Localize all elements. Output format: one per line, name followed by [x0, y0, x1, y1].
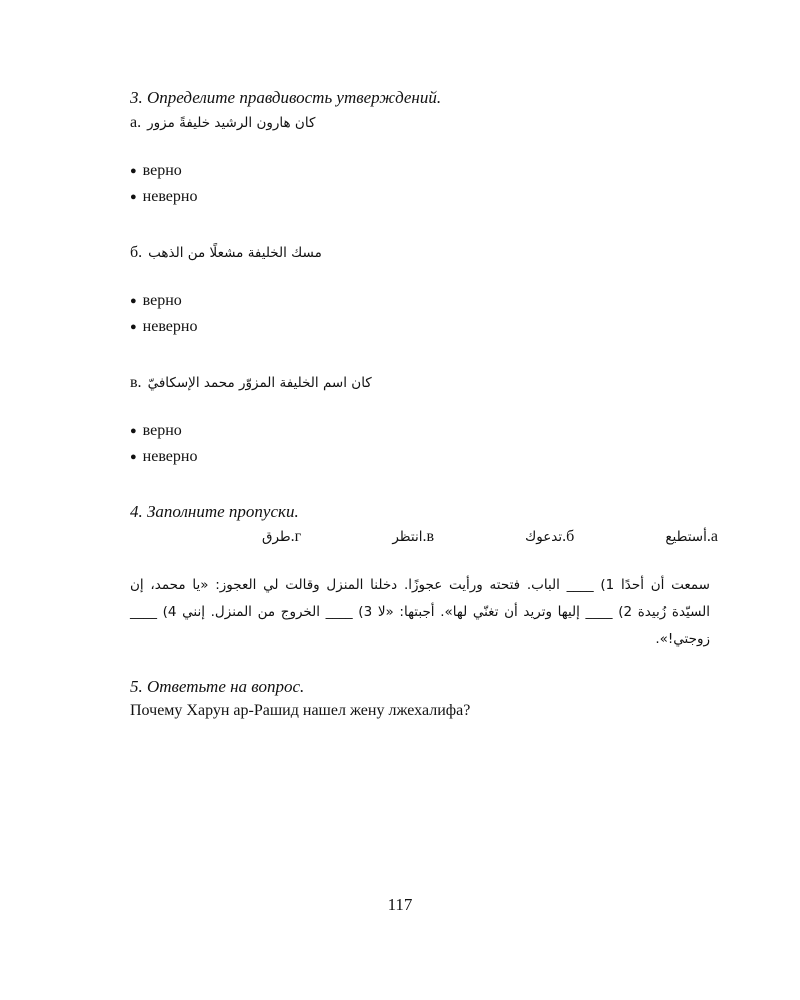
bullet-icon: ● — [130, 321, 137, 333]
statement-a-label: а. — [130, 114, 142, 131]
bullet-icon: ● — [130, 295, 137, 307]
choice-b-word: تدعوك — [525, 529, 563, 545]
option-label: неверно — [142, 318, 198, 335]
bullet-icon: ● — [130, 425, 137, 437]
section4-heading: 4. Заполните пропуски. — [130, 502, 299, 521]
statement-c-option-true[interactable] — [130, 418, 710, 444]
choice-c-word: انتظر — [392, 529, 423, 545]
option-label: верно — [142, 292, 182, 309]
word-choices — [258, 524, 718, 550]
statement-c-option-false[interactable] — [130, 444, 710, 470]
section5-question: Почему Харун ар-Рашид нашел жену лжехалифа? — [130, 702, 471, 719]
statement-c — [130, 370, 710, 396]
bullet-icon: ● — [130, 191, 137, 203]
option-label: верно — [142, 422, 182, 439]
choice-b — [521, 524, 574, 550]
choice-c — [388, 524, 434, 550]
fill-in-paragraph: سمعت أن أحدًا 1) ____ الباب. فتحته ورأيت عجوزًا. دخلنا المنزل وقالت لي العجوز: «يا محمد، إن السيّدة زُبيدة 2) ____ إليها وتريد أن تغنّي لها». أجبتها: «لا 3) ____ الخروج من المنزل. إنني 4) ____ زوجتي!». — [130, 577, 711, 647]
bullet-icon: ● — [130, 165, 137, 177]
bullet-icon: ● — [130, 451, 137, 463]
statement-b-option-false[interactable] — [130, 314, 710, 340]
choice-c-label: в. — [422, 528, 435, 545]
choice-b-label: б. — [562, 528, 575, 545]
statement-b-option-true[interactable] — [130, 288, 710, 314]
choice-d-word: طرق — [262, 529, 291, 545]
statement-a-option-true[interactable] — [130, 158, 710, 184]
statement-b-text: مسك الخليفة مشعلًا من الذهب — [148, 245, 322, 261]
statement-a — [130, 110, 710, 136]
option-label: неверно — [142, 448, 198, 465]
choice-d-label: г. — [290, 528, 302, 545]
statement-c-label: в. — [130, 374, 142, 391]
choice-a — [661, 524, 718, 550]
exercise-page — [130, 86, 718, 723]
page-number: 117 — [387, 895, 413, 914]
section5-heading: 5. Ответьте на вопрос. — [130, 677, 305, 696]
option-label: верно — [142, 162, 182, 179]
option-label: неверно — [142, 188, 198, 205]
statement-b-label: б. — [130, 244, 143, 261]
choice-d — [258, 524, 301, 550]
statement-a-option-false[interactable] — [130, 184, 710, 210]
choice-a-label: а. — [706, 528, 718, 545]
statement-a-text: كان هارون الرشيد خليفةً مزور — [147, 115, 316, 131]
choice-a-word: أستطيع — [665, 529, 707, 545]
section3-heading: 3. Определите правдивость утверждений. — [130, 88, 442, 107]
statement-c-text: كان اسم الخليفة المزوّر محمد الإسكافيّ — [147, 375, 372, 391]
statement-b — [130, 240, 710, 266]
